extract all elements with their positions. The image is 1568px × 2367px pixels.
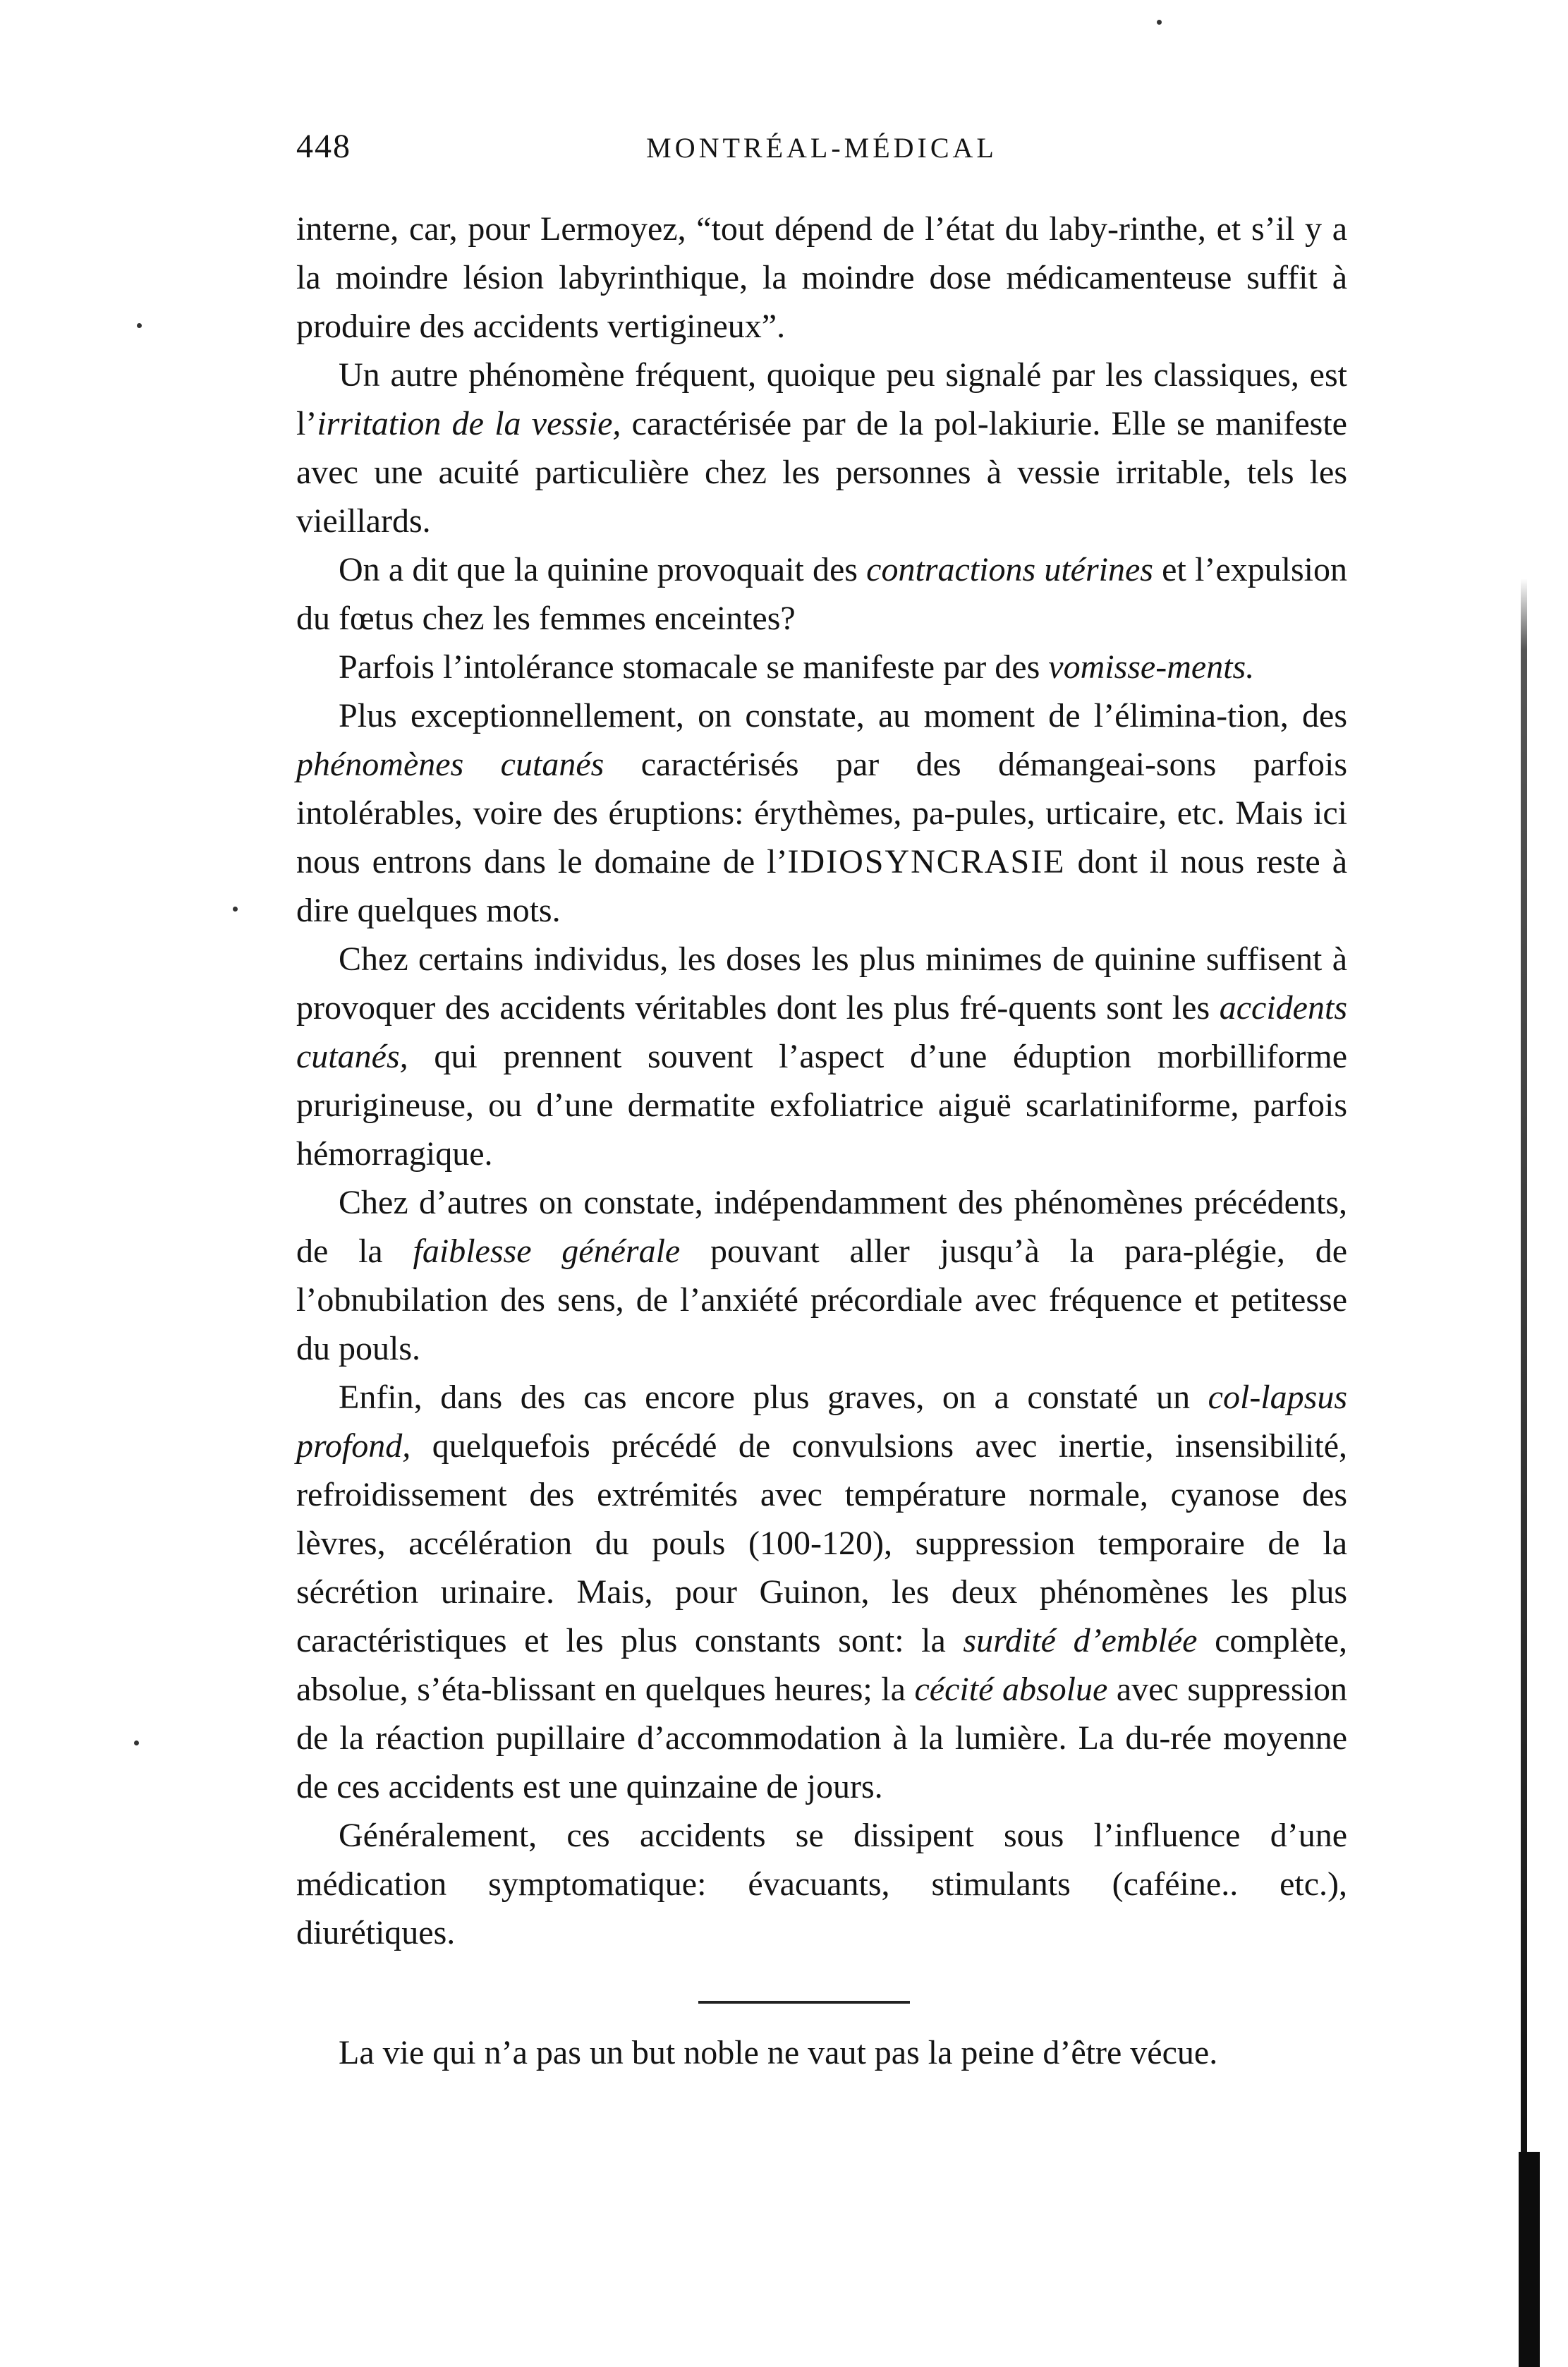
- paragraph: On a dit que la quinine provoquait des contractions utérines et l’expulsion du fœtus chez les femmes enceintes?: [296, 551, 1347, 637]
- emphasis: vomisse-ments.: [1048, 648, 1255, 686]
- epigraph: [296, 2028, 1347, 2077]
- emphasis: phénomènes cutanés: [296, 746, 604, 783]
- emphasis: col-lapsus profond,: [296, 1379, 1347, 1465]
- epigraph-text: La vie qui n’a pas un but noble ne vaut pas la peine d’être vécue.: [339, 2034, 1218, 2071]
- section-divider: [698, 2001, 910, 2004]
- paragraph: Parfois l’intolérance stomacale se manifeste par des vomisse-ments.: [339, 648, 1255, 686]
- paragraph: interne, car, pour Lermoyez, “tout dépend de l’état du laby-rinthe, et s’il y a la moindre lésion labyrinthique, la moindre dose médicamenteuse suffit à produire des accidents vertigineux”.: [296, 210, 1347, 345]
- paragraph: Un autre phénomène fréquent, quoique peu signalé par les classiques, est l’irritation de la vessie, caractérisée par de la pol-lakiurie. Elle se manifeste avec une acuité particulière chez les personnes à vessie irritable, tels les vieillards.: [296, 356, 1347, 540]
- scan-speck: [137, 323, 142, 328]
- scan-speck: [134, 1741, 139, 1745]
- article-body: [296, 205, 1347, 1957]
- scan-edge-shadow: [1519, 2152, 1540, 2367]
- paragraph: Enfin, dans des cas encore plus graves, on a constaté un col-lapsus profond, quelquefois précédé de convulsions avec inertie, insensibilité, refroidissement des extrémités avec température normale, cyanose des lèvres, accélération du pouls (100-120), suppression temporaire de la sécrétion urinaire. Mais, pour Guinon, les deux phénomènes les plus caractéristiques et les plus constants sont: la surdité d’emblée complète, absolue, s’éta-blissant en quelques heures; la cécité absolue avec suppression de la réaction pupillaire d’accommodation à la lumière. La du-rée moyenne de ces accidents est une quinzaine de jours.: [296, 1379, 1348, 1805]
- page-header: [296, 127, 1347, 169]
- paragraph: Plus exceptionnellement, on constate, au moment de l’élimina-tion, des phénomènes cutanés caractérisés par des démangeai-sons parfois intolérables, voire des éruptions: érythèmes, pa-pules, urticaire, etc. Mais ici nous entrons dans le domaine de l’IDIOSYNCRASIE dont il nous reste à dire quelques mots.: [296, 697, 1348, 929]
- small-caps-term: IDIOSYNCRASIE: [787, 843, 1066, 880]
- emphasis: irritation de la vessie,: [317, 405, 621, 442]
- paragraph: Chez certains individus, les doses les plus minimes de quinine suffisent à provoquer des accidents véritables dont les plus fré-quents sont les accidents cutanés, qui prennent souvent l’aspect d’une éduption morbilliforme prurigineuse, ou d’une dermatite exfoliatrice aiguë scarlatiniforme, parfois hémorragique.: [296, 940, 1347, 1173]
- emphasis: accidents cutanés,: [296, 989, 1347, 1075]
- emphasis: cécité absolue: [914, 1671, 1108, 1708]
- paragraph: Généralement, ces accidents se dissipent sous l’influence d’une médication symptomatique: évacuants, stimulants (caféine.. etc.), diurétiques.: [296, 1817, 1347, 1951]
- scan-speck: [1157, 20, 1162, 25]
- running-title: MONTRÉAL-MÉDICAL: [646, 132, 997, 164]
- scan-edge-shadow: [1521, 579, 1527, 2342]
- scan-speck: [233, 907, 238, 912]
- emphasis: faiblesse générale: [413, 1233, 681, 1270]
- emphasis: surdité d’emblée: [963, 1622, 1198, 1659]
- paragraph: Chez d’autres on constate, indépendamment des phénomènes précédents, de la faiblesse générale pouvant aller jusqu’à la para-plégie, de l’obnubilation des sens, de l’anxiété précordiale avec fréquence et petitesse du pouls.: [296, 1184, 1347, 1367]
- emphasis: contractions utérines: [866, 551, 1153, 588]
- page-number: 448: [296, 128, 351, 165]
